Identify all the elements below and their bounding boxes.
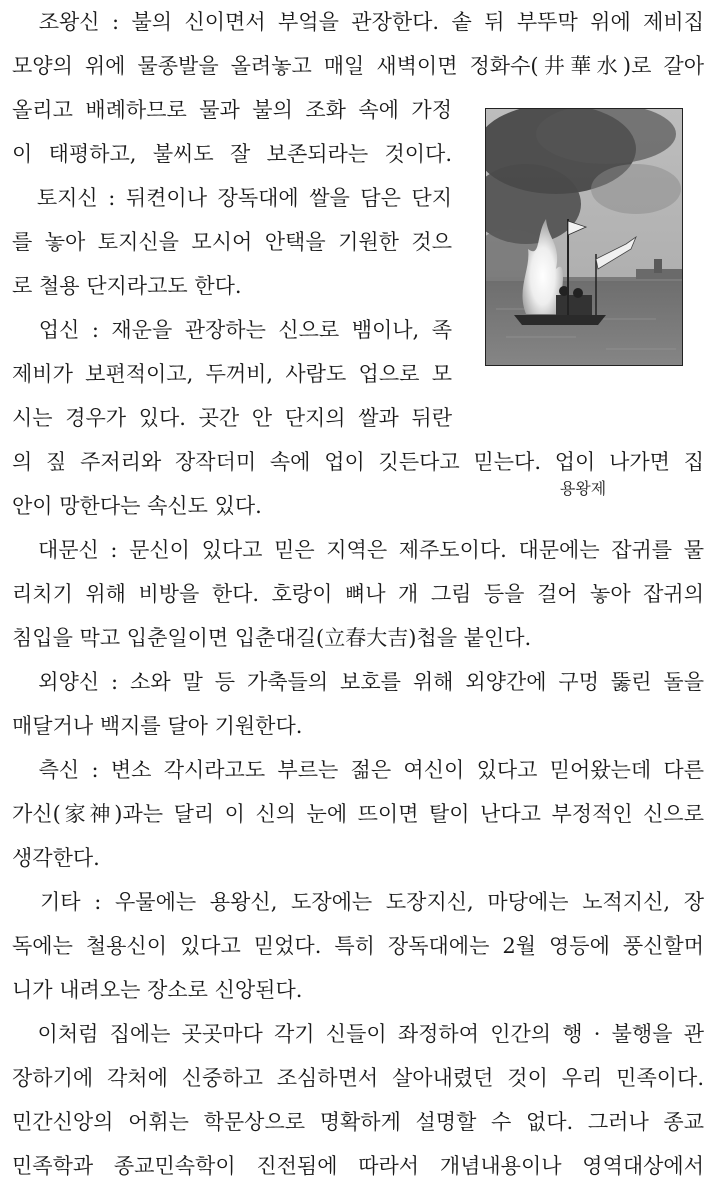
paragraph-line: 토지신 : 뒤켠이나 장독대에 쌀을 담은 단지 — [12, 186, 452, 210]
paragraph-line: 민족학과 종교민속학이 진전됨에 따라서 개념내용이나 영역대상에서 — [12, 1154, 704, 1178]
paragraph-line: 로 철용 단지라고도 한다. — [12, 274, 242, 298]
paragraph-line: 침입을 막고 입춘일이면 입춘대길(立春大吉)첩을 붙인다. — [12, 626, 532, 650]
paragraph-line: 시는 경우가 있다. 곳간 안 단지의 쌀과 뒤란 — [12, 406, 452, 430]
paragraph-line: 이 태평하고, 불씨도 잘 보존되라는 것이다. — [12, 142, 452, 166]
paragraph-line: 제비가 보편적이고, 두꺼비, 사람도 업으로 모 — [12, 362, 452, 386]
ritual-photo — [485, 108, 683, 366]
paragraph-line: 외양신 : 소와 말 등 가축들의 보호를 위해 외양간에 구멍 뚫린 돌을 — [12, 670, 704, 694]
paragraph-line: 기타 : 우물에는 용왕신, 도장에는 도장지신, 마당에는 노적지신, 장 — [12, 890, 704, 914]
paragraph-line: 업신 : 재운을 관장하는 신으로 뱀이나, 족 — [12, 318, 452, 342]
paragraph-line: 안이 망한다는 속신도 있다. — [12, 494, 262, 518]
figure-caption: 용왕제 — [559, 479, 607, 498]
paragraph-line: 대문신 : 문신이 있다고 믿은 지역은 제주도이다. 대문에는 잡귀를 물 — [12, 538, 704, 562]
paragraph-line: 리치기 위해 비방을 한다. 호랑이 뼈나 개 그림 등을 걸어 놓아 잡귀의 — [12, 582, 704, 606]
paragraph-line: 조왕신 : 불의 신이면서 부엌을 관장한다. 솥 뒤 부뚜막 위에 제비집 — [12, 10, 704, 34]
paragraph-line: 올리고 배례하므로 물과 불의 조화 속에 가정 — [12, 98, 452, 122]
paragraph-line: 측신 : 변소 각시라고도 부르는 젊은 여신이 있다고 믿어왔는데 다른 — [12, 758, 704, 782]
paragraph-line: 를 놓아 토지신을 모시어 안택을 기원한 것으 — [12, 230, 452, 254]
paragraph-line: 가신(家神)과는 달리 이 신의 눈에 뜨이면 탈이 난다고 부정적인 신으로 — [12, 802, 704, 826]
paragraph-line: 이처럼 집에는 곳곳마다 각기 신들이 좌정하여 인간의 행 · 불행을 관 — [12, 1022, 704, 1046]
paragraph-line: 민간신앙의 어휘는 학문상으로 명확하게 설명할 수 없다. 그러나 종교 — [12, 1110, 704, 1134]
paragraph-line: 의 짚 주저리와 장작더미 속에 업이 깃든다고 믿는다. 업이 나가면 집 — [12, 450, 704, 474]
paragraph-line: 매달거나 백지를 달아 기원한다. — [12, 714, 303, 738]
paragraph-line: 장하기에 각처에 신중하고 조심하면서 살아내렸던 것이 우리 민족이다. — [12, 1066, 704, 1090]
paragraph-line: 생각한다. — [12, 846, 100, 870]
paragraph-line: 독에는 철용신이 있다고 믿었다. 특히 장독대에는 2월 영등에 풍신할머 — [12, 934, 704, 958]
paragraph-line: 모양의 위에 물종발을 올려놓고 매일 새벽이면 정화수(井華水)로 갈아 — [12, 54, 704, 78]
paragraph-line: 니가 내려오는 장소로 신앙된다. — [12, 978, 303, 1002]
